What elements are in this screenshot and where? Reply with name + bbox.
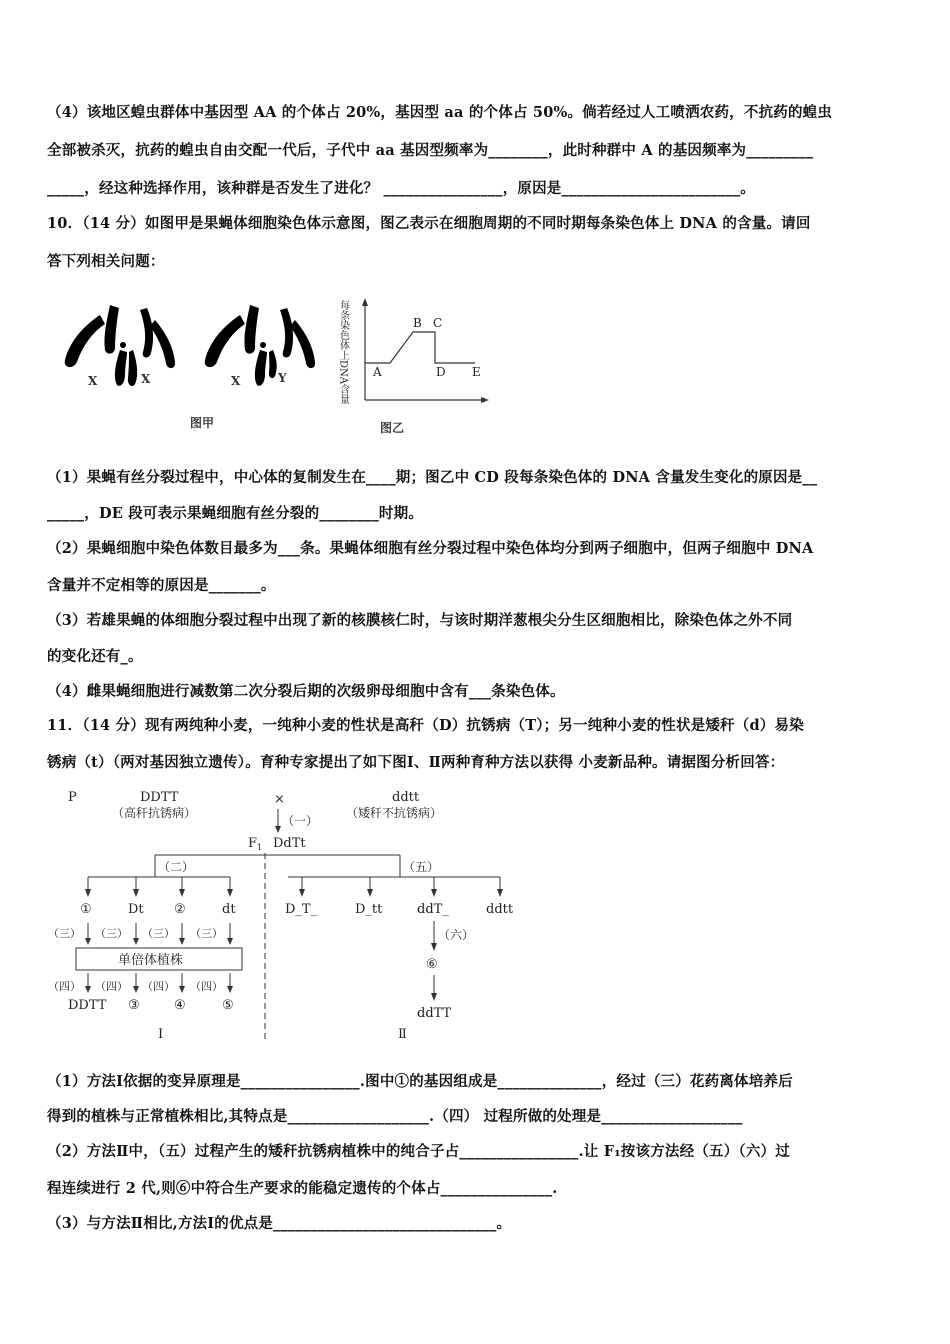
text-line-2: 全部被杀灭，抗药的蝗虫自由交配一代后，子代中 aa 基因型频率为________，此时种群中 A 的基因频率为_________ [47,142,814,159]
text-line-13: 11．（14 分）现有两纯种小麦，一纯种小麦的性状是高秆（D）抗锈病（T）；另一纯种小麦的性状是矮秆（d）易染 [47,717,804,734]
breed-step-3-d: （三） [190,927,223,940]
text-line-7: _____，DE 段可表示果蝇细胞有丝分裂的________时期。 [47,505,424,522]
text-line-16: 得到的植株与正常植株相比,其特点是___________________.（四） 过程所做的处理是___________________ [47,1108,743,1125]
breed-ddTT: ddTT [417,1006,452,1021]
breed-type-1: D_T_ [285,902,318,917]
breed-P: P [68,790,77,805]
cell1-right-label: X [141,372,151,386]
figure-dna-graph [335,290,505,440]
text-line-17: （2）方法Ⅱ中，（五）过程产生的矮秆抗锈病植株中的纯合子占________________.让 F₁按该方法经（五）（六）过 [47,1143,790,1160]
breed-step-3-a: （三） [48,927,81,940]
breed-step-3-c: （三） [142,927,175,940]
chromosome-cell-2 [205,305,315,388]
breed-step-1: （一） [282,814,319,828]
chromosome-cell-1 [65,305,175,388]
graph-point-D: D [436,365,446,379]
breed-step-4-b: （四） [95,980,128,993]
breed-gamete-1: ① [80,902,92,917]
text-line-5: 答下列相关问题： [47,253,165,270]
text-line-9: 含量并不定相等的原因是_______。 [47,577,276,594]
breed-step-4-c: （四） [142,980,175,993]
breed-result-2: ③ [128,998,140,1013]
breed-step-6: （六） [438,928,475,942]
text-line-12: （4）雌果蝇细胞进行减数第二次分裂后期的次级卵母细胞中含有___条染色体。 [47,683,565,700]
graph-y-arrow [362,298,368,306]
graph-point-B: B [413,316,422,330]
figure-breeding-scheme [40,785,530,1045]
graph-point-A: A [373,365,382,379]
text-line-6: （1）果蝇有丝分裂过程中，中心体的复制发生在____期；图乙中 CD 段每条染色体的 DNA 含量发生变化的原因是__ [47,469,818,486]
figure-chromosomes-caption: 图甲 [190,416,215,430]
text-line-8: （2）果蝇细胞中染色体数目最多为___条。果蝇体细胞有丝分裂过程中染色体均分到两子细胞中，但两子细胞中 DNA [47,540,814,557]
cell2-left-label: X [231,374,241,388]
cell1-left-label: X [88,374,98,388]
text-line-3: _____，经这种选择作用，该种群是否发生了进化？ ________________，原因是________________________。 [47,180,755,197]
breed-step-4-a: （四） [48,980,81,993]
graph-x-arrow [481,397,489,403]
breed-gamete-3: ② [174,902,186,917]
breed-type-2: D_tt [355,902,383,917]
breed-p2-genotype: ddtt [392,790,420,805]
text-line-1: （4）该地区蝗虫群体中基因型 AA 的个体占 20%，基因型 aa 的个体占 50%。倘若经过人工喷洒农药，不抗药的蝗虫 [47,104,833,121]
graph-point-C: C [433,316,443,330]
breed-step-3-b: （三） [95,927,128,940]
graph-point-E: E [472,365,481,379]
breed-label-I: Ⅰ [158,1027,164,1042]
breed-F1-subscript: 1 [257,843,263,852]
breed-p1-genotype: DDTT [140,790,179,805]
breed-gamete-2: Dt [128,902,144,917]
breed-type-3: ddT_ [417,902,449,917]
text-line-11: 的变化还有_。 [47,648,143,665]
breed-step-2: （二） [158,860,195,874]
cell2-right-label: Y [278,371,287,385]
breed-type-4: ddtt [486,902,514,917]
breed-result-3: ④ [174,998,186,1013]
breed-step-4-d: （四） [190,980,223,993]
breed-result-1: DDTT [68,998,107,1013]
breed-cross-symbol: × [274,792,285,807]
text-line-15: （1）方法Ⅰ依据的变异原理是________________.图中①的基因组成是______________，经过（三）花药离体培养后 [47,1073,793,1090]
text-line-10: （3）若雄果蝇的体细胞分裂过程中出现了新的核膜核仁时，与该时期洋葱根尖分生区细胞相比，除染色体之外不同 [47,612,793,629]
breed-F1: F [248,836,258,851]
breed-F1-genotype: DdTt [273,836,306,851]
breed-haploid-box: 单倍体植株 [118,953,184,968]
breed-circle-6: ⑥ [426,957,438,972]
figure-chromosomes [55,290,345,440]
text-line-18: 程连续进行 2 代,则⑥中符合生产要求的能稳定遗传的个体占_______________. [47,1180,558,1197]
breed-p1-phenotype: （高秆抗锈病） [112,806,197,820]
breed-gamete-4: dt [222,902,236,917]
breed-label-II: Ⅱ [398,1027,407,1042]
text-line-14: 锈病（t）（两对基因独立遗传）。育种专家提出了如下图Ⅰ、Ⅱ两种育种方法以获得 小麦新品种。请据图分析回答： [47,754,785,771]
breed-result-4: ⑤ [222,998,234,1013]
figure-graph-caption: 图乙 [380,421,405,435]
breed-step-5: （五） [403,860,440,874]
text-line-19: （3）与方法Ⅱ相比,方法Ⅰ的优点是______________________________。 [47,1215,512,1232]
text-line-4: 10．（14 分）如图甲是果蝇体细胞染色体示意图，图乙表示在细胞周期的不同时期每条染色体上 DNA 的含量。请回 [47,215,811,232]
breed-p2-phenotype: （矮秆不抗锈病） [346,806,443,820]
graph-ylabel: 每条染色体上DNA含量 [337,300,349,404]
graph-curve [365,332,475,363]
